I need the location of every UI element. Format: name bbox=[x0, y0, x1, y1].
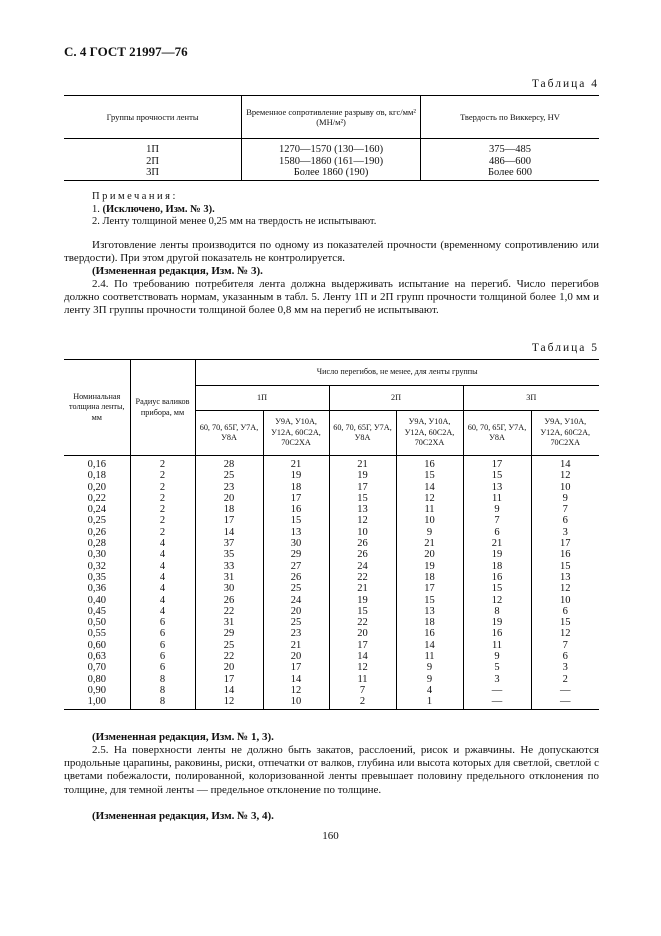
table5-cell: 14 bbox=[195, 527, 263, 538]
table4-col-hardness: Твердость по Виккерсу, HV bbox=[421, 96, 600, 139]
table5-cell: 4 bbox=[130, 583, 195, 594]
table5-cell: 27 bbox=[263, 561, 329, 572]
table4-cell: 2П bbox=[146, 155, 159, 167]
table5-caption: Таблица 5 bbox=[531, 342, 599, 354]
table5-cell: 9 bbox=[396, 527, 463, 538]
table5-cell: 19 bbox=[463, 549, 531, 560]
table5-row bbox=[64, 504, 599, 515]
table5-cell: 21 bbox=[396, 538, 463, 549]
table4-cell: 1270—1570 (130—160) bbox=[242, 139, 421, 156]
table5-cell: 11 bbox=[396, 651, 463, 662]
table5-row bbox=[64, 640, 599, 651]
table5-group-3p: 3П bbox=[463, 386, 599, 411]
table5-cell: 29 bbox=[263, 549, 329, 560]
table5-cell: 16 bbox=[531, 549, 599, 560]
edition-note-3: (Измененная редакция, Изм. № 3, 4). bbox=[92, 810, 274, 822]
table5-cell: 9 bbox=[531, 493, 599, 504]
table5-row bbox=[64, 538, 599, 549]
table5-cell: 17 bbox=[195, 674, 263, 685]
table5-cell: 17 bbox=[195, 515, 263, 526]
table4-cell: 375—485 bbox=[489, 144, 531, 155]
table5-cell: 22 bbox=[329, 617, 396, 628]
table5-row bbox=[64, 595, 599, 606]
table5-cell: 0,28 bbox=[64, 538, 130, 549]
table5-sub-steel-a: 60, 70, 65Г, У7А, У8А bbox=[195, 411, 263, 456]
table5-group-1p: 1П bbox=[195, 386, 329, 411]
table5-cell: 14 bbox=[531, 456, 599, 471]
table5-row bbox=[64, 617, 599, 628]
table5-cell: 6 bbox=[130, 617, 195, 628]
note-1-prefix: 1. bbox=[92, 203, 103, 215]
table5-col-bends: Число перегибов, не менее, для ленты группы bbox=[195, 360, 599, 386]
table5-cell: 22 bbox=[329, 572, 396, 583]
table5-cell: 12 bbox=[329, 515, 396, 526]
table5-cell: 20 bbox=[195, 493, 263, 504]
table5-cell: 14 bbox=[396, 482, 463, 493]
table4-row bbox=[64, 156, 599, 168]
table5-cell: 20 bbox=[396, 549, 463, 560]
table5-cell: — bbox=[463, 696, 531, 709]
table5-cell: 6 bbox=[463, 527, 531, 538]
table5-cell: 14 bbox=[195, 685, 263, 696]
table5-cell: 12 bbox=[263, 685, 329, 696]
table5-cell: — bbox=[531, 685, 599, 696]
table5-cell: 0,18 bbox=[64, 470, 130, 481]
table5-row bbox=[64, 470, 599, 481]
table5-row bbox=[64, 456, 599, 471]
table4-cell: 3П bbox=[64, 167, 242, 180]
table5-cell: 4 bbox=[130, 538, 195, 549]
table4-row bbox=[64, 139, 599, 156]
table5-cell: 2 bbox=[130, 470, 195, 481]
table5-cell: 28 bbox=[195, 456, 263, 471]
table4-body bbox=[64, 139, 599, 181]
table5-cell: 15 bbox=[531, 561, 599, 572]
table5-cell: 16 bbox=[263, 504, 329, 515]
table5-cell: — bbox=[531, 696, 599, 709]
table5-cell: 22 bbox=[195, 651, 263, 662]
table5-row bbox=[64, 583, 599, 594]
table5-cell: 2 bbox=[329, 696, 396, 709]
table5-cell: 0,16 bbox=[64, 456, 130, 471]
table5-cell: 0,90 bbox=[64, 685, 130, 696]
table5-cell: 13 bbox=[263, 527, 329, 538]
table5-cell: 9 bbox=[396, 662, 463, 673]
table5-cell: 15 bbox=[263, 515, 329, 526]
table5-cell: 3 bbox=[463, 674, 531, 685]
table5-cell: 12 bbox=[531, 470, 599, 481]
table5-cell: 0,60 bbox=[64, 640, 130, 651]
table5-cell: 22 bbox=[195, 606, 263, 617]
table5-cell: 0,63 bbox=[64, 651, 130, 662]
table4 bbox=[64, 95, 599, 181]
table5-row bbox=[64, 662, 599, 673]
table5-cell: 5 bbox=[463, 662, 531, 673]
table4-caption: Таблица 4 bbox=[531, 78, 599, 90]
table5-col-thickness: Номинальная толщина ленты, мм bbox=[64, 360, 130, 456]
table5-cell: 30 bbox=[195, 583, 263, 594]
table5-cell: 4 bbox=[130, 561, 195, 572]
table5-cell: 4 bbox=[130, 606, 195, 617]
table5-cell: 4 bbox=[396, 685, 463, 696]
table5-cell: 26 bbox=[329, 538, 396, 549]
table5-cell: 14 bbox=[263, 674, 329, 685]
table5-cell: 20 bbox=[263, 651, 329, 662]
paragraph-2-4: 2.4. По требованию потребителя лента должна выдерживать испытание на перегиб. Число перегибов должно соответствовать нормам, указанным в табл. 5. Ленту 1П и 2П групп прочности толщиной более 1,0 мм и ленту 3П группы прочности толщиной более 0,8 мм на перегиб не испытывают. bbox=[64, 278, 599, 317]
table5-cell: 13 bbox=[463, 482, 531, 493]
table5-cell: 17 bbox=[263, 662, 329, 673]
table5-cell: 12 bbox=[463, 595, 531, 606]
table5-cell: 8 bbox=[130, 674, 195, 685]
table5-cell: 14 bbox=[396, 640, 463, 651]
table5-cell: 35 bbox=[195, 549, 263, 560]
table5-row bbox=[64, 515, 599, 526]
table5-cell: 20 bbox=[329, 628, 396, 639]
table5-row bbox=[64, 527, 599, 538]
table5-cell: 21 bbox=[329, 456, 396, 471]
table5-cell: 33 bbox=[195, 561, 263, 572]
paragraph-production: Изготовление ленты производится по одному из показателей прочности (временному сопротивлению или твердости). При этом другой показатель не контролируется. bbox=[64, 239, 599, 265]
note-1 bbox=[92, 204, 376, 217]
table5-sub-steel-a: 60, 70, 65Г, У7А, У8А bbox=[329, 411, 396, 456]
table5-cell: 0,25 bbox=[64, 515, 130, 526]
table5-row bbox=[64, 674, 599, 685]
table5-cell: 25 bbox=[263, 583, 329, 594]
table5-cell: 2 bbox=[130, 504, 195, 515]
table5-cell: 10 bbox=[329, 527, 396, 538]
table5-cell: 12 bbox=[531, 628, 599, 639]
table5-cell: 15 bbox=[396, 470, 463, 481]
table5-row bbox=[64, 696, 599, 709]
table5-cell: 17 bbox=[329, 482, 396, 493]
table5-cell: 18 bbox=[396, 572, 463, 583]
table5-cell: 20 bbox=[195, 662, 263, 673]
table5-cell: 8 bbox=[463, 606, 531, 617]
table5-cell: 8 bbox=[130, 696, 195, 709]
table5-cell: 0,24 bbox=[64, 504, 130, 515]
table5-cell: 1,00 bbox=[64, 696, 130, 709]
table5-row bbox=[64, 482, 599, 493]
table5-cell: 17 bbox=[396, 583, 463, 594]
table5-cell: 11 bbox=[396, 504, 463, 515]
table5-cell: 31 bbox=[195, 572, 263, 583]
table5-cell: 2 bbox=[130, 515, 195, 526]
table5-cell: 19 bbox=[396, 561, 463, 572]
table5-cell: 15 bbox=[396, 595, 463, 606]
table5-cell: 21 bbox=[329, 583, 396, 594]
page-number: 160 bbox=[322, 830, 339, 842]
table5-cell: 15 bbox=[329, 606, 396, 617]
table4-col-group: Группы прочности ленты bbox=[64, 96, 242, 139]
table5-cell: 25 bbox=[263, 617, 329, 628]
table4-cell: 1П bbox=[146, 144, 159, 155]
table5-cell: 2 bbox=[130, 527, 195, 538]
table5-cell: 0,22 bbox=[64, 493, 130, 504]
table5-cell: 29 bbox=[195, 628, 263, 639]
table5-cell: 37 bbox=[195, 538, 263, 549]
table5-cell: 10 bbox=[531, 595, 599, 606]
table4-cell: Более 1860 (190) bbox=[242, 167, 421, 180]
table5-cell: 19 bbox=[329, 470, 396, 481]
table5-cell: 12 bbox=[396, 493, 463, 504]
table5-cell: 0,45 bbox=[64, 606, 130, 617]
edition-note-2: (Измененная редакция, Изм. № 1, 3). bbox=[92, 731, 274, 743]
table5-cell: 3 bbox=[531, 527, 599, 538]
table5-row bbox=[64, 561, 599, 572]
table5-cell: 10 bbox=[396, 515, 463, 526]
table5-cell: 6 bbox=[130, 662, 195, 673]
table5-cell: 0,40 bbox=[64, 595, 130, 606]
edition-note-1: (Измененная редакция, Изм. № 3). bbox=[92, 265, 263, 277]
table5-cell: 15 bbox=[463, 583, 531, 594]
table5-sub-steel-a: 60, 70, 65Г, У7А, У8А bbox=[463, 411, 531, 456]
table5-cell: 15 bbox=[531, 617, 599, 628]
table5 bbox=[64, 359, 599, 710]
table5-cell: 6 bbox=[531, 606, 599, 617]
page-header: С. 4 ГОСТ 21997—76 bbox=[64, 44, 188, 59]
table5-cell: 13 bbox=[531, 572, 599, 583]
table5-row bbox=[64, 549, 599, 560]
table5-cell: — bbox=[463, 685, 531, 696]
table5-cell: 6 bbox=[130, 628, 195, 639]
table5-cell: 8 bbox=[130, 685, 195, 696]
table5-row bbox=[64, 628, 599, 639]
table5-row bbox=[64, 606, 599, 617]
table5-cell: 10 bbox=[263, 696, 329, 709]
table5-cell: 1 bbox=[396, 696, 463, 709]
table5-cell: 15 bbox=[463, 470, 531, 481]
table5-cell: 4 bbox=[130, 595, 195, 606]
table5-cell: 21 bbox=[263, 640, 329, 651]
table5-cell: 18 bbox=[463, 561, 531, 572]
note-1-text: (Исключено, Изм. № 3). bbox=[102, 203, 215, 215]
table5-cell: 9 bbox=[396, 674, 463, 685]
table5-cell: 26 bbox=[195, 595, 263, 606]
table5-sub-steel-b: У9А, У10А, У12А, 60С2А, 70С2ХА bbox=[263, 411, 329, 456]
table5-cell: 25 bbox=[195, 640, 263, 651]
table5-cell: 17 bbox=[263, 493, 329, 504]
table5-cell: 6 bbox=[130, 651, 195, 662]
table5-cell: 15 bbox=[329, 493, 396, 504]
table5-group-2p: 2П bbox=[329, 386, 463, 411]
table5-cell: 6 bbox=[531, 515, 599, 526]
table5-col-radius: Радиус валиков прибора, мм bbox=[130, 360, 195, 456]
table5-cell: 23 bbox=[263, 628, 329, 639]
table5-cell: 21 bbox=[463, 538, 531, 549]
table5-cell: 17 bbox=[329, 640, 396, 651]
table5-cell: 18 bbox=[195, 504, 263, 515]
table5-cell: 0,50 bbox=[64, 617, 130, 628]
table5-sub-steel-b: У9А, У10А, У12А, 60С2А, 70С2ХА bbox=[396, 411, 463, 456]
table5-cell: 26 bbox=[329, 549, 396, 560]
table5-cell: 18 bbox=[396, 617, 463, 628]
table5-cell: 16 bbox=[463, 628, 531, 639]
table5-cell: 7 bbox=[531, 504, 599, 515]
table5-cell: 2 bbox=[531, 674, 599, 685]
table5-row bbox=[64, 685, 599, 696]
paragraph-2-5: 2.5. На поверхности ленты не должно быть закатов, расслоений, рисок и ржавчины. Не допускаются продольные царапины, раковины, риски, отпечатки от валков, глубина или высота которых для светлой, светлой с цветами побежалости, полированной, колоризованной ленты превышает половину предельного отклонения по толщине, для темной ленты — предельное отклонение по толщине. bbox=[64, 744, 599, 796]
table5-cell: 17 bbox=[531, 538, 599, 549]
table5-cell: 10 bbox=[531, 482, 599, 493]
table5-row bbox=[64, 572, 599, 583]
table5-cell: 6 bbox=[531, 651, 599, 662]
note-2: 2. Ленту толщиной менее 0,25 мм на твердость не испытывают. bbox=[92, 216, 377, 227]
table5-cell: 21 bbox=[263, 456, 329, 471]
table5-cell: 20 bbox=[263, 606, 329, 617]
table4-cell: 1580—1860 (161—190) bbox=[242, 156, 421, 168]
table5-cell: 12 bbox=[329, 662, 396, 673]
table5-row bbox=[64, 651, 599, 662]
table5-cell: 30 bbox=[263, 538, 329, 549]
table5-body bbox=[64, 456, 599, 710]
table5-cell: 9 bbox=[463, 651, 531, 662]
table5-cell: 4 bbox=[130, 572, 195, 583]
table5-cell: 16 bbox=[396, 456, 463, 471]
table5-cell: 11 bbox=[463, 640, 531, 651]
table5-cell: 0,55 bbox=[64, 628, 130, 639]
table5-sub-steel-b: У9А, У10А, У12А, 60С2А, 70С2ХА bbox=[531, 411, 599, 456]
notes bbox=[92, 191, 376, 229]
table5-row bbox=[64, 493, 599, 504]
table5-cell: 7 bbox=[531, 640, 599, 651]
table5-cell: 13 bbox=[329, 504, 396, 515]
table5-cell: 23 bbox=[195, 482, 263, 493]
table5-cell: 0,30 bbox=[64, 549, 130, 560]
table5-cell: 14 bbox=[329, 651, 396, 662]
table5-cell: 12 bbox=[531, 583, 599, 594]
table5-cell: 7 bbox=[329, 685, 396, 696]
table5-cell: 16 bbox=[463, 572, 531, 583]
table5-cell: 0,20 bbox=[64, 482, 130, 493]
table5-cell: 24 bbox=[329, 561, 396, 572]
table5-cell: 6 bbox=[130, 640, 195, 651]
table5-cell: 0,32 bbox=[64, 561, 130, 572]
table5-cell: 0,35 bbox=[64, 572, 130, 583]
table5-cell: 25 bbox=[195, 470, 263, 481]
table5-cell: 11 bbox=[463, 493, 531, 504]
table5-cell: 19 bbox=[329, 595, 396, 606]
table5-cell: 9 bbox=[463, 504, 531, 515]
table5-cell: 24 bbox=[263, 595, 329, 606]
table5-cell: 16 bbox=[396, 628, 463, 639]
table5-cell: 11 bbox=[329, 674, 396, 685]
table4-row bbox=[64, 167, 599, 180]
table4-col-strength: Временное сопротивление разрыву σв, кгс/мм² (МН/м²) bbox=[242, 96, 421, 139]
table5-cell: 2 bbox=[130, 482, 195, 493]
table5-cell: 0,26 bbox=[64, 527, 130, 538]
table4-cell: Более 600 bbox=[421, 167, 600, 180]
table5-cell: 0,80 bbox=[64, 674, 130, 685]
table5-cell: 3 bbox=[531, 662, 599, 673]
table5-cell: 4 bbox=[130, 549, 195, 560]
notes-title: Примечания: bbox=[92, 191, 178, 202]
table5-cell: 31 bbox=[195, 617, 263, 628]
table5-cell: 0,36 bbox=[64, 583, 130, 594]
table5-cell: 18 bbox=[263, 482, 329, 493]
table5-cell: 19 bbox=[463, 617, 531, 628]
table5-cell: 7 bbox=[463, 515, 531, 526]
table5-cell: 19 bbox=[263, 470, 329, 481]
table4-cell: 486—600 bbox=[489, 155, 531, 167]
table5-cell: 12 bbox=[195, 696, 263, 709]
table5-cell: 2 bbox=[130, 493, 195, 504]
table5-cell: 0,70 bbox=[64, 662, 130, 673]
table5-cell: 2 bbox=[130, 456, 195, 471]
table5-cell: 13 bbox=[396, 606, 463, 617]
table5-cell: 17 bbox=[463, 456, 531, 471]
table5-cell: 26 bbox=[263, 572, 329, 583]
